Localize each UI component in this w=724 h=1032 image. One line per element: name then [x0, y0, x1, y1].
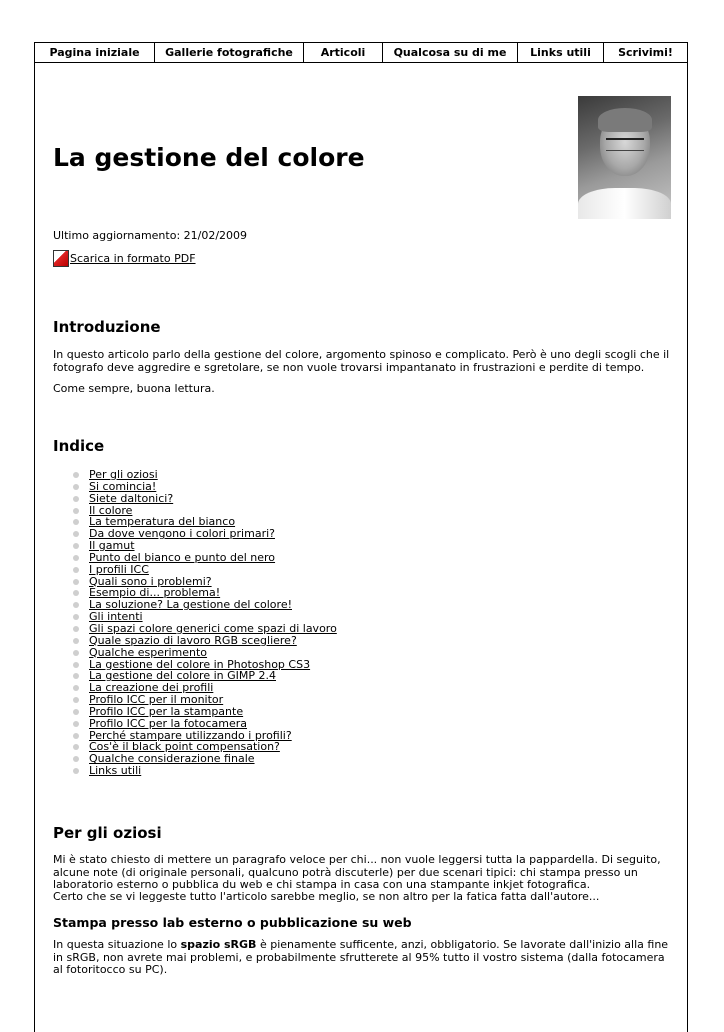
oziosi-note: Certo che se vi leggeste tutto l'articolo sarebbe meglio, se non altro per la fatica fatta dall'autore... [53, 890, 600, 903]
srgb-paragraph: In questa situazione lo spazio sRGB è pienamente sufficente, anzi, obbligatorio. Se lavorate dall'inizio alla fine in sRGB, non avrete mai problemi, e probabilmente sfrutterete al 95% tutto il vostro sistema (dalla fotocamera al fotoritocco su PC). [53, 938, 669, 976]
toc-link[interactable]: Quali sono i problemi? [89, 574, 212, 588]
toc-link[interactable]: Cos'è il black point compensation? [89, 740, 280, 754]
intro-heading: Introduzione [53, 318, 161, 336]
toc-link[interactable]: Gli intenti [89, 610, 143, 624]
toc-link[interactable]: La soluzione? La gestione del colore! [89, 598, 292, 612]
toc-link[interactable]: I profili ICC [89, 562, 149, 576]
toc-link[interactable]: Per gli oziosi [89, 468, 158, 481]
toc-link[interactable]: Esempio di... problema! [89, 586, 221, 600]
oziosi-paragraph: Mi è stato chiesto di mettere un paragrafo veloce per chi... non vuole leggersi tutta la pappardella. Di seguito, alcune note (di originale personali, qualcuno potrà discuterle) per due scenari tipici: chi stampa presso un laboratorio esterno o pubblica du web e chi stampa in casa con una stampante inkjet fotografica. [53, 853, 661, 891]
toc-link[interactable]: Profilo ICC per la fotocamera [89, 716, 248, 730]
table-of-contents [53, 469, 337, 777]
page-title: La gestione del colore [53, 143, 365, 172]
last-updated: Ultimo aggiornamento: 21/02/2009 [53, 229, 248, 242]
toc-link[interactable]: Perché stampare utilizzando i profili? [89, 728, 292, 742]
nav-contact[interactable]: Scrivimi! [618, 46, 673, 59]
nav-about[interactable]: Qualcosa su di me [383, 43, 518, 62]
toc-link[interactable]: Gli spazi colore generici come spazi di lavoro [89, 621, 337, 635]
intro-paragraph: In questo articolo parlo della gestione del colore, argomento spinoso e complicato. Però è uno degli scogli che il fotografo deve aggredire e sgretolare, se non vuole trovarsi impantanato in frustrazioni e perdite di tempo. [53, 348, 670, 374]
oziosi-heading: Per gli oziosi [53, 824, 162, 842]
nav-articles[interactable]: Articoli [304, 43, 383, 62]
toc-link[interactable]: La gestione del colore in Photoshop CS3 [89, 657, 311, 671]
toc-link[interactable]: Punto del bianco e punto del nero [89, 550, 276, 564]
toc-link[interactable]: Da dove vengono i colori primari? [89, 527, 275, 541]
nav-galleries[interactable]: Gallerie fotografiche [155, 43, 304, 62]
toc-link[interactable]: Si comincia! [89, 479, 157, 493]
toc-link[interactable]: Il colore [89, 503, 133, 517]
toc-link[interactable]: Profilo ICC per la stampante [89, 704, 244, 718]
oziosi-subheading: Stampa presso lab esterno o pubblicazione su web [53, 915, 412, 930]
intro-closing: Come sempre, buona lettura. [53, 382, 215, 395]
index-heading: Indice [53, 437, 105, 455]
pdf-icon[interactable] [53, 250, 69, 267]
toc-link[interactable]: Links utili [89, 764, 142, 778]
nav-home[interactable]: Pagina iniziale [35, 43, 155, 62]
toc-link[interactable]: La gestione del colore in GIMP 2.4 [89, 669, 276, 683]
author-photo [578, 96, 671, 219]
toc-link[interactable]: La creazione dei profili [89, 681, 214, 695]
pdf-download [53, 250, 196, 267]
toc-link[interactable]: Siete daltonici? [89, 491, 174, 505]
toc-item [53, 765, 337, 777]
pdf-download-link[interactable]: Scarica in formato PDF [70, 252, 196, 265]
top-nav [35, 43, 687, 63]
toc-link[interactable]: Qualche considerazione finale [89, 752, 255, 766]
toc-link[interactable]: Il gamut [89, 539, 135, 553]
page-frame [34, 42, 688, 1032]
toc-link[interactable]: La temperatura del bianco [89, 515, 236, 529]
toc-link[interactable]: Profilo ICC per il monitor [89, 693, 224, 707]
toc-link[interactable]: Qualche esperimento [89, 645, 208, 659]
nav-links[interactable]: Links utili [518, 43, 604, 62]
toc-link[interactable]: Quale spazio di lavoro RGB scegliere? [89, 633, 297, 647]
